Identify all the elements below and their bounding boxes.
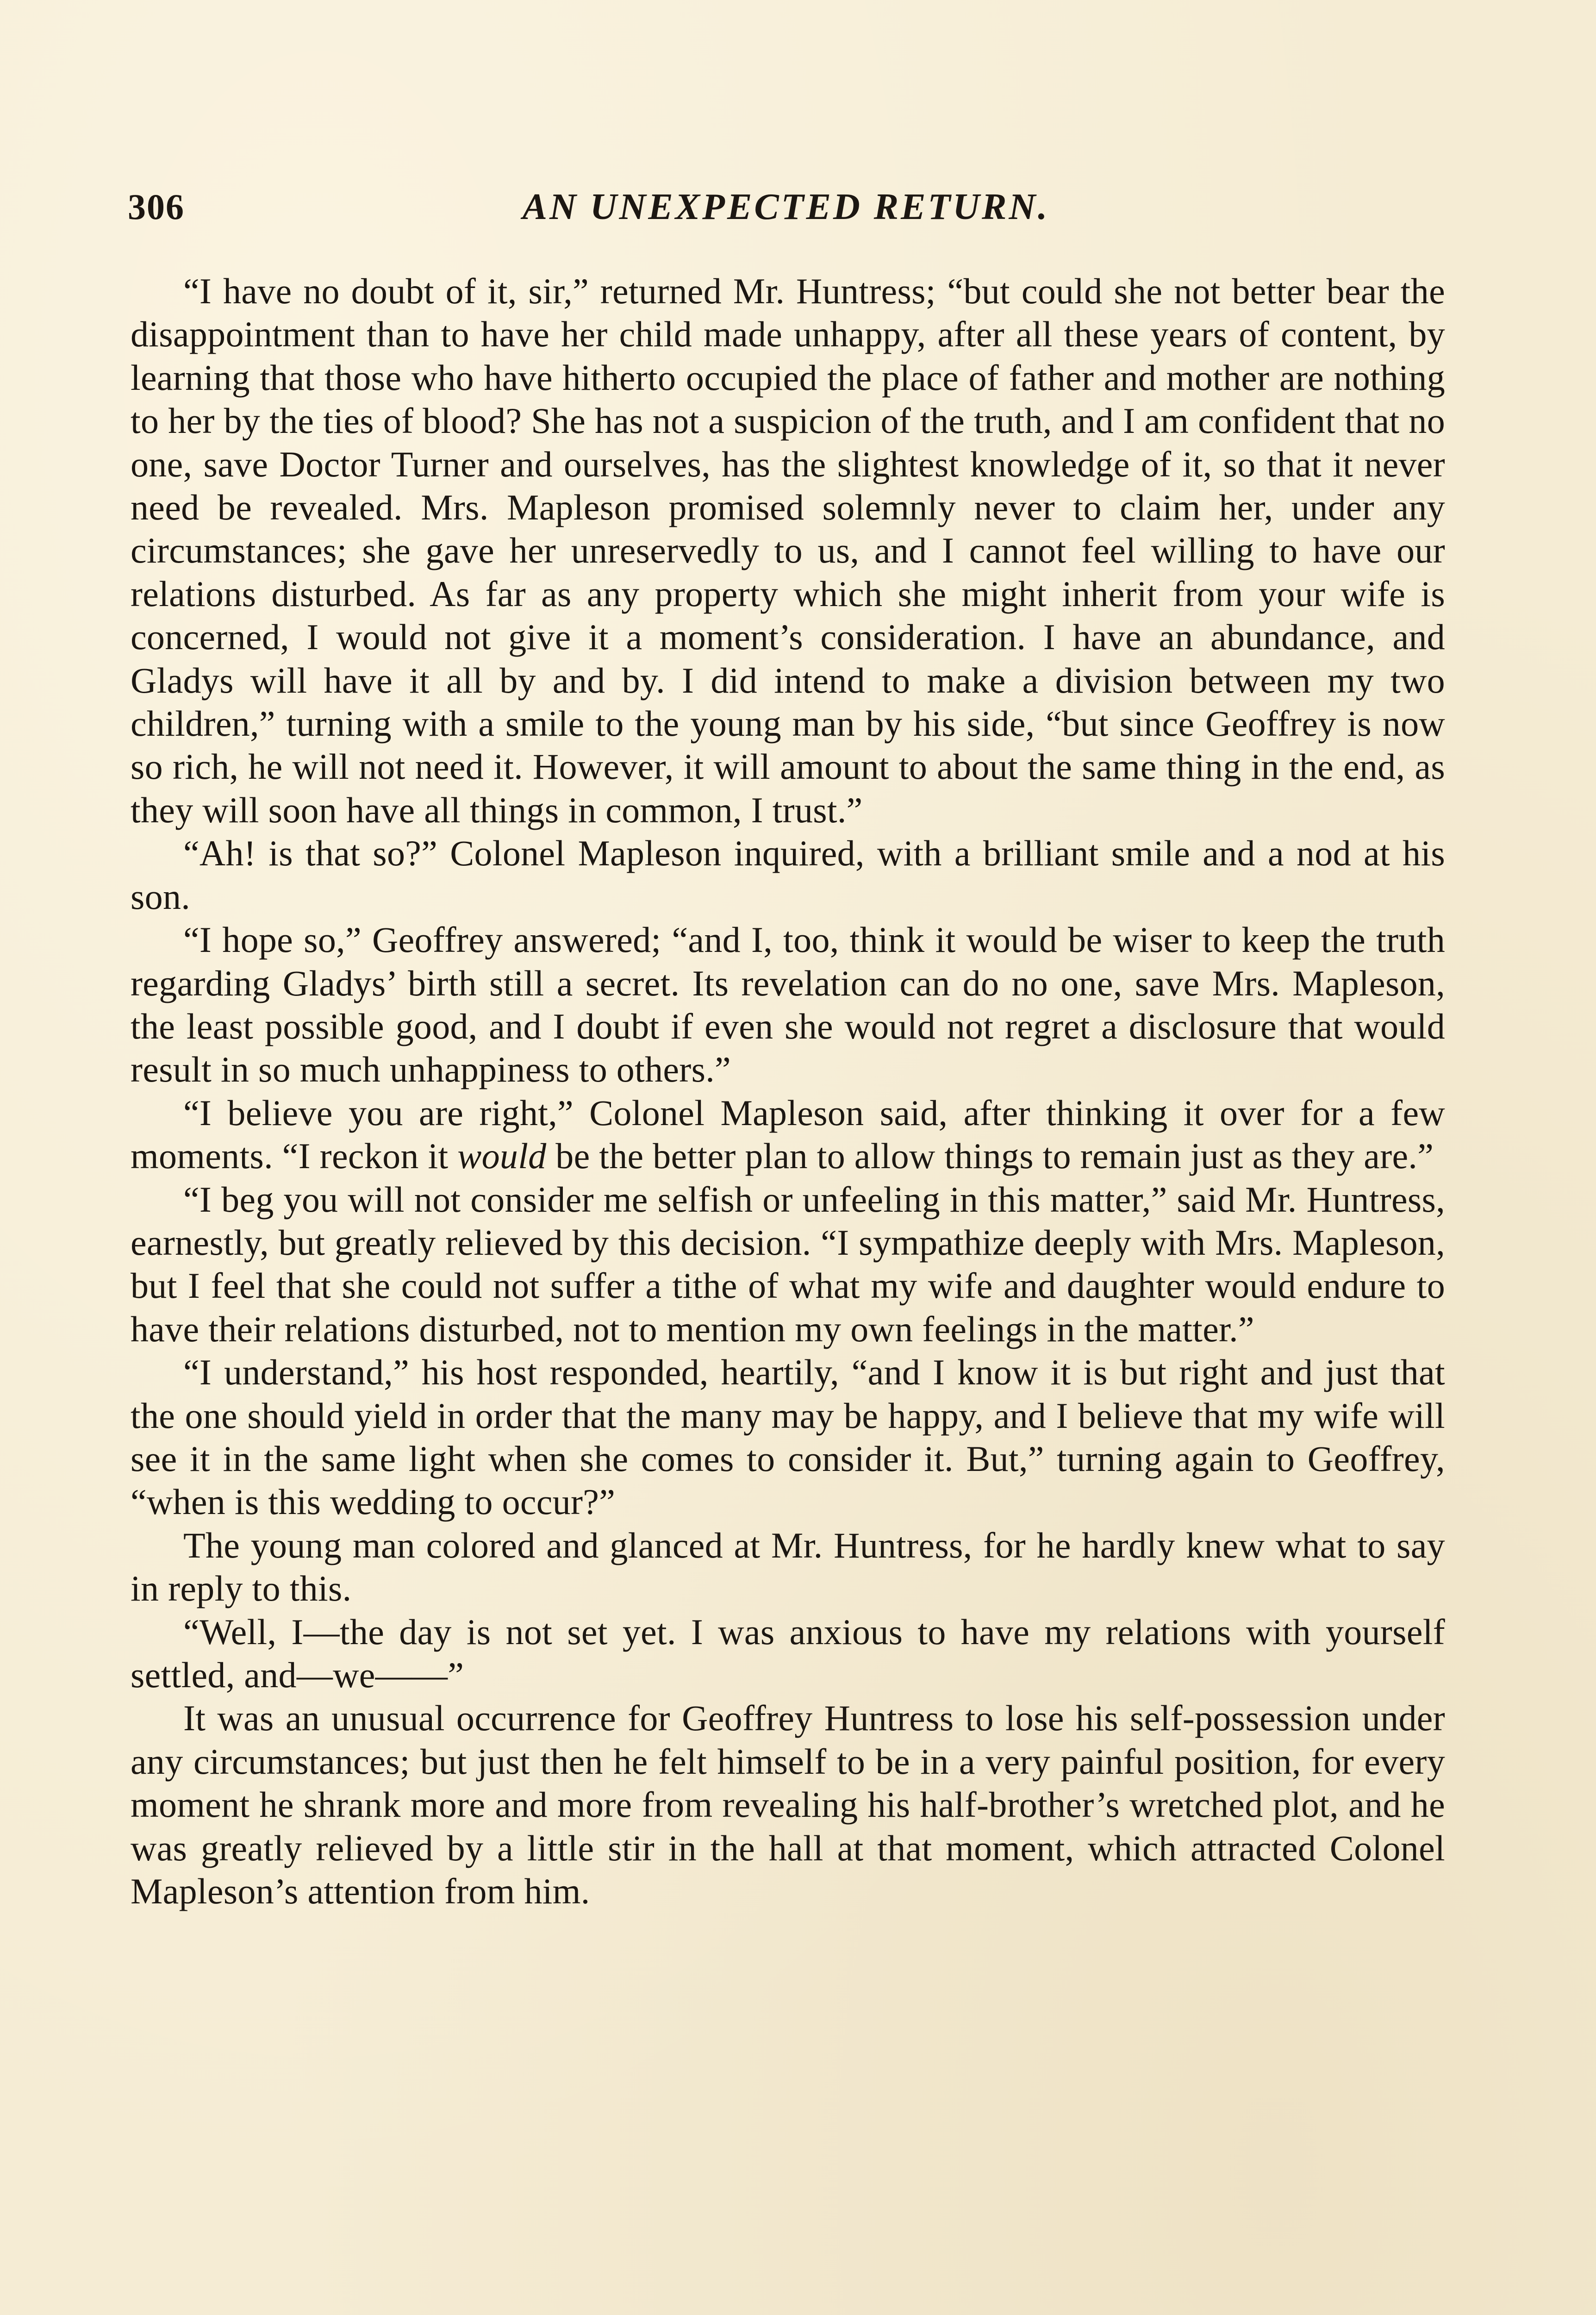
- paragraph-6: “I understand,” his host responded, heartily, “and I know it is but right and just that the one should yield in order that the many may be happy, and I believe that my wife will see it in the same light when she comes to consider it. But,” turning again to Geoffrey, “when is this wedding to occur?”: [131, 1352, 1445, 1522]
- italic-word: would: [457, 1136, 547, 1176]
- page-header: [128, 181, 1444, 232]
- page-number: 306: [128, 187, 185, 227]
- paragraph-9: It was an unusual occurrence for Geoffrey Huntress to lose his self-possession under any circumstances; but just then he felt himself to be in a very painful position, for every moment he shrank more and more from revealing his half-brother’s wretched plot, and he was greatly relieved by a little stir in the hall at that moment, which attracted Colonel Mapleson’s attention from him.: [131, 1698, 1445, 1912]
- paragraph-4: [131, 1091, 1445, 1178]
- paragraph-4-start: “I believe you are right,” Colonel Mapleson said, after thinking it over for a few moments. “I reckon it: [131, 1092, 1445, 1176]
- paragraph-2: “Ah! is that so?” Colonel Mapleson inquired, with a brilliant smile and a nod at his son.: [131, 833, 1445, 917]
- paragraph-4-end: be the better plan to allow things to remain just as they are.”: [546, 1136, 1434, 1176]
- paragraph-8: “Well, I—the day is not set yet. I was anxious to have my relations with yourself settled, and—we——”: [131, 1611, 1445, 1695]
- body-text: [131, 269, 1445, 1913]
- paragraph-5: “I beg you will not consider me selfish or unfeeling in this matter,” said Mr. Huntress, earnestly, but greatly relieved by this decision. “I sympathize deeply with Mrs. Mapleson, but I feel that she could not suffer a tithe of what my wife and daughter would endure to have their relations disturbed, not to mention my own feelings in the matter.”: [131, 1179, 1445, 1349]
- paragraph-3: “I hope so,” Geoffrey answered; “and I, too, think it would be wiser to keep the truth regarding Gladys’ birth still a secret. Its revelation can do no one, save Mrs. Mapleson, the least possible good, and I doubt if even she would not regret a disclosure that would result in so much unhappiness to others.”: [131, 920, 1445, 1090]
- paragraph-7: The young man colored and glanced at Mr. Huntress, for he hardly knew what to say in reply to this.: [131, 1525, 1445, 1609]
- paragraph-1: “I have no doubt of it, sir,” returned Mr. Huntress; “but could she not better bear the disappointment than to have her child made unhappy, after all these years of content, by learning that those who have hitherto occupied the place of father and mother are nothing to her by the ties of blood? She has not a suspicion of the truth, and I am confident that no one, save Doctor Turner and ourselves, has the slightest knowledge of it, so that it never need be revealed. Mrs. Mapleson promised solemnly never to claim her, under any circumstances; she gave her unreservedly to us, and I cannot feel willing to have our relations disturbed. As far as any property which she might inherit from your wife is concerned, I would not give it a moment’s consideration. I have an abundance, and Gladys will have it all by and by. I did intend to make a division between my two children,” turning with a smile to the young man by his side, “but since Geoffrey is now so rich, he will not need it. However, it will amount to about the same thing in the end, as they will soon have all things in common, I trust.”: [131, 271, 1445, 830]
- running-title: AN UNEXPECTED RETURN.: [522, 187, 1050, 227]
